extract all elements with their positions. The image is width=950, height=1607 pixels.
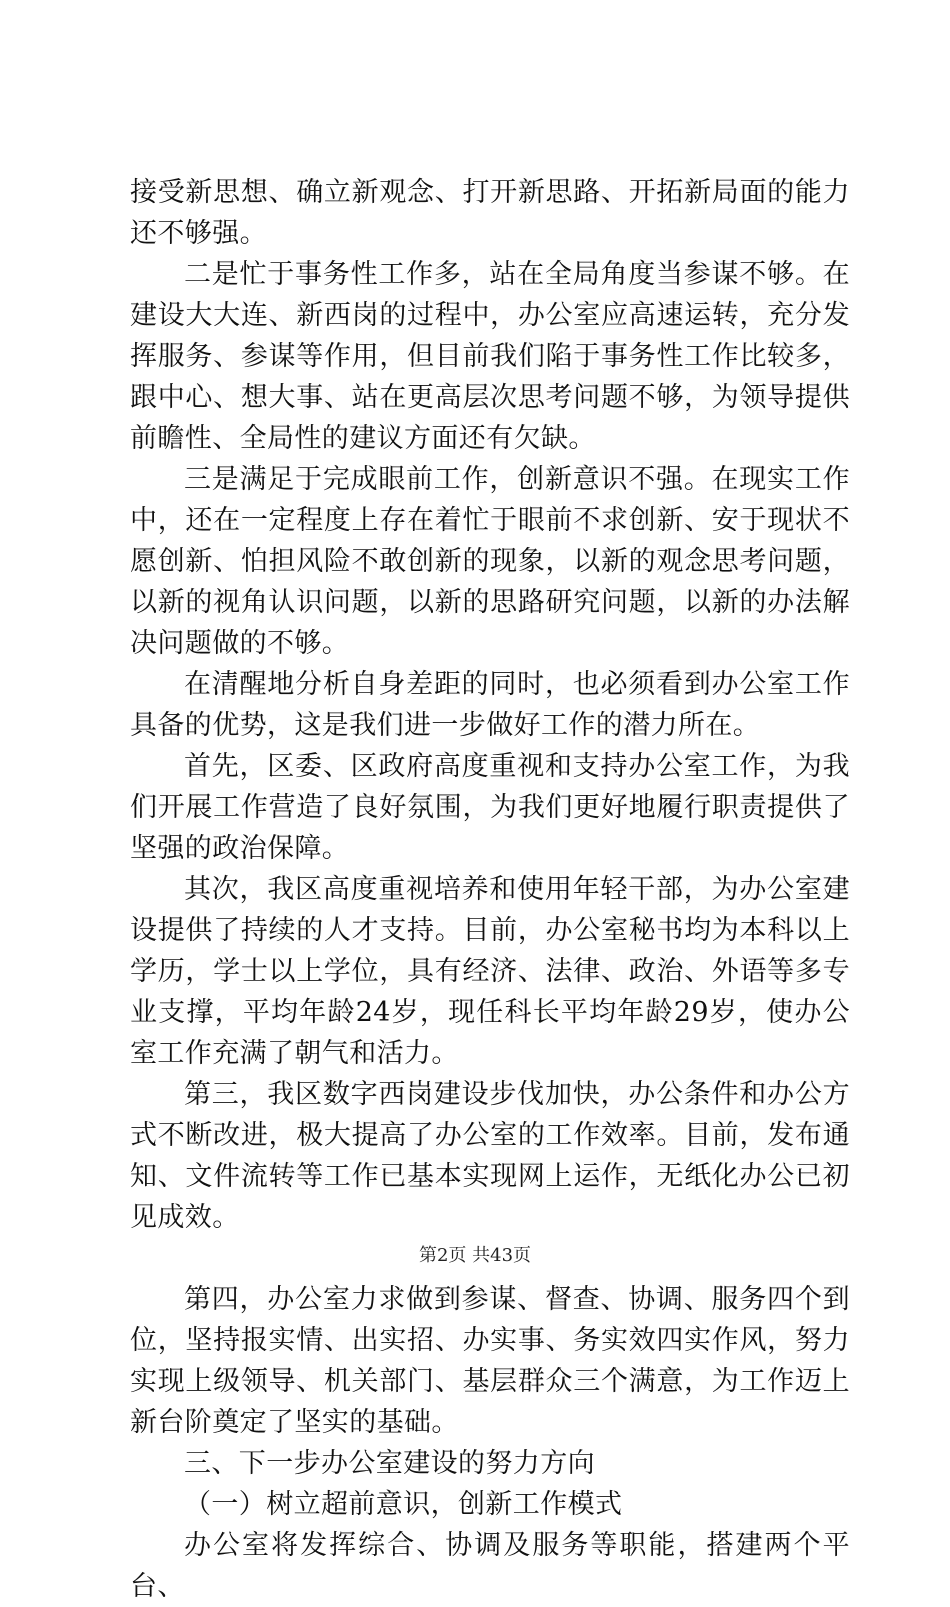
paragraph-advantages-intro: 在清醒地分析自身差距的同时，也必须看到办公室工作具备的优势，这是我们进一步做好工作的潜力所在。 (130, 669, 850, 741)
page-number-footer: 第2页 共43页 (418, 1245, 532, 1266)
section-heading: 三、下一步办公室建设的努力方向 (184, 1448, 595, 1479)
paragraph-fourth-advantage: 第四，办公室力求做到参谋、督查、协调、服务四个到位，坚持报实情、出实招、办实事、务实效四实作风，努力实现上级领导、机关部门、基层群众三个满意，为工作迈上新台阶奠定了坚实的基础。 (130, 1284, 850, 1438)
paragraph-second-advantage: 其次，我区高度重视培养和使用年轻干部，为办公室建设提供了持续的人才支持。目前，办公室秘书均为本科以上学历，学士以上学位，具有经济、法律、政治、外语等多专业支撑，平均年龄24岁，现任科长平均年龄29岁，使办公室工作充满了朝气和活力。 (130, 874, 850, 1069)
paragraph-first-advantage: 首先，区委、区政府高度重视和支持办公室工作，为我们开展工作营造了良好氛围，为我们更好地履行职责提供了坚强的政治保障。 (130, 751, 850, 864)
paragraph-point-three: 三是满足于完成眼前工作，创新意识不强。在现实工作中，还在一定程度上存在着忙于眼前不求创新、安于现状不愿创新、怕担风险不敢创新的现象，以新的观念思考问题，以新的视角认识问题，以新的思路研究问题，以新的办法解决问题做的不够。 (130, 464, 850, 659)
paragraph-platforms: 办公室将发挥综合、协调及服务等职能，搭建两个平台、 (130, 1530, 850, 1602)
subsection-heading: （一）树立超前意识，创新工作模式 (184, 1489, 623, 1520)
paragraph-third-advantage: 第三，我区数字西岗建设步伐加快，办公条件和办公方式不断改进，极大提高了办公室的工作效率。目前，发布通知、文件流转等工作已基本实现网上运作，无纸化办公已初见成效。 (130, 1079, 850, 1233)
document-body (130, 172, 850, 1607)
paragraph-continuation: 接受新思想、确立新观念、打开新思路、开拓新局面的能力还不够强。 (130, 177, 850, 249)
paragraph-point-two: 二是忙于事务性工作多，站在全局角度当参谋不够。在建设大大连、新西岗的过程中，办公室应高速运转，充分发挥服务、参谋等作用，但目前我们陷于事务性工作比较多，跟中心、想大事、站在更高层次思考问题不够，为领导提供前瞻性、全局性的建议方面还有欠缺。 (130, 259, 850, 454)
